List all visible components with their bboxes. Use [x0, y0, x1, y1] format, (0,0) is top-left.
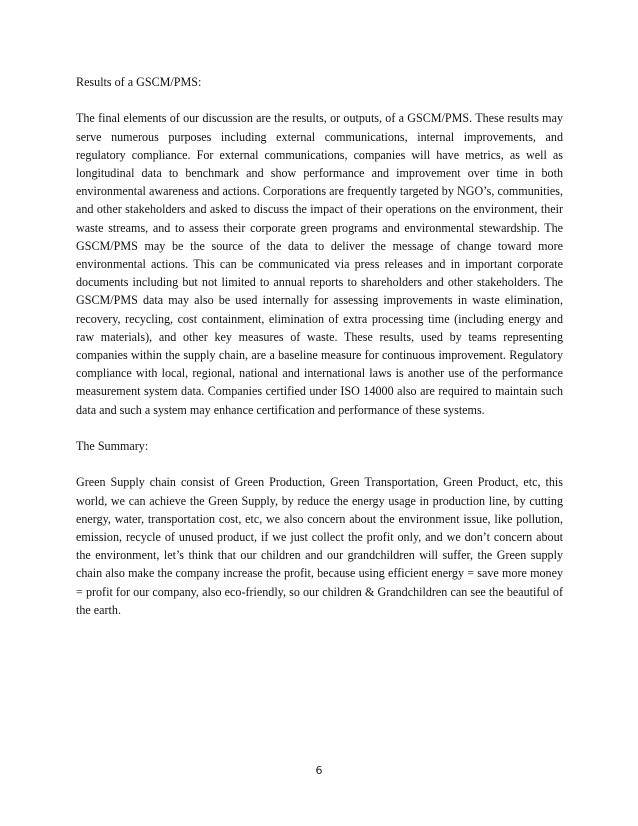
section-heading-summary: The Summary: [76, 439, 149, 454]
document-body [76, 73, 563, 619]
page-number: 6 [315, 764, 323, 777]
spacer [76, 91, 563, 109]
spacer [76, 455, 563, 473]
section-paragraph-summary: Green Supply chain consist of Green Production, Green Transportation, Green Product, etc, this world, we can achieve the Green Supply, by reduce the energy usage in production line, by cutting energy, water, transportation cost, etc, we also concern about the environment issue, like pollution, emission, recycle of unused product, if we just collect the profit only, and we don’t concern about the environment, let’s think that our children and our grandchildren will suffer, the Green supply chain also make the company increase the profit, because using efficient energy = save more money = profit for our company, also eco-friendly, so our children & Grandchildren can see the beautiful of the earth. [76, 475, 563, 617]
spacer [76, 419, 563, 437]
section-heading-results: Results of a GSCM/PMS: [76, 75, 202, 89]
section-paragraph-results: The final elements of our discussion are the results, or outputs, of a GSCM/PMS. These results may serve numerous purposes including external communications, internal improvements, and regulatory compliance. For external communications, companies will have metrics, as well as longitudinal data to benchmark and show performance and improvement over time in both environmental awareness and actions. Corporations are frequently targeted by NGO’s, communities, and other stakeholders and asked to discuss the impact of their operations on the environment, their waste streams, and to assess their corporate green programs and environmental stewardship. The GSCM/PMS may be the source of the data to deliver the message of change toward more environmental actions. This can be communicated via press releases and in important corporate documents including but not limited to annual reports to shareholders and other stakeholders. The GSCM/PMS data may also be used internally for assessing improvements in waste elimination, recovery, recycling, cost containment, elimination of extra processing time (including energy and raw materials), and other key measures of waste. These results, used by teams representing companies within the supply chain, are a baseline measure for continuous improvement. Regulatory compliance with local, regional, national and international laws is another use of the performance measurement system data. Companies certified under ISO 14000 also are required to maintain such data and such a system may enhance certification and performance of these systems. [76, 111, 563, 417]
